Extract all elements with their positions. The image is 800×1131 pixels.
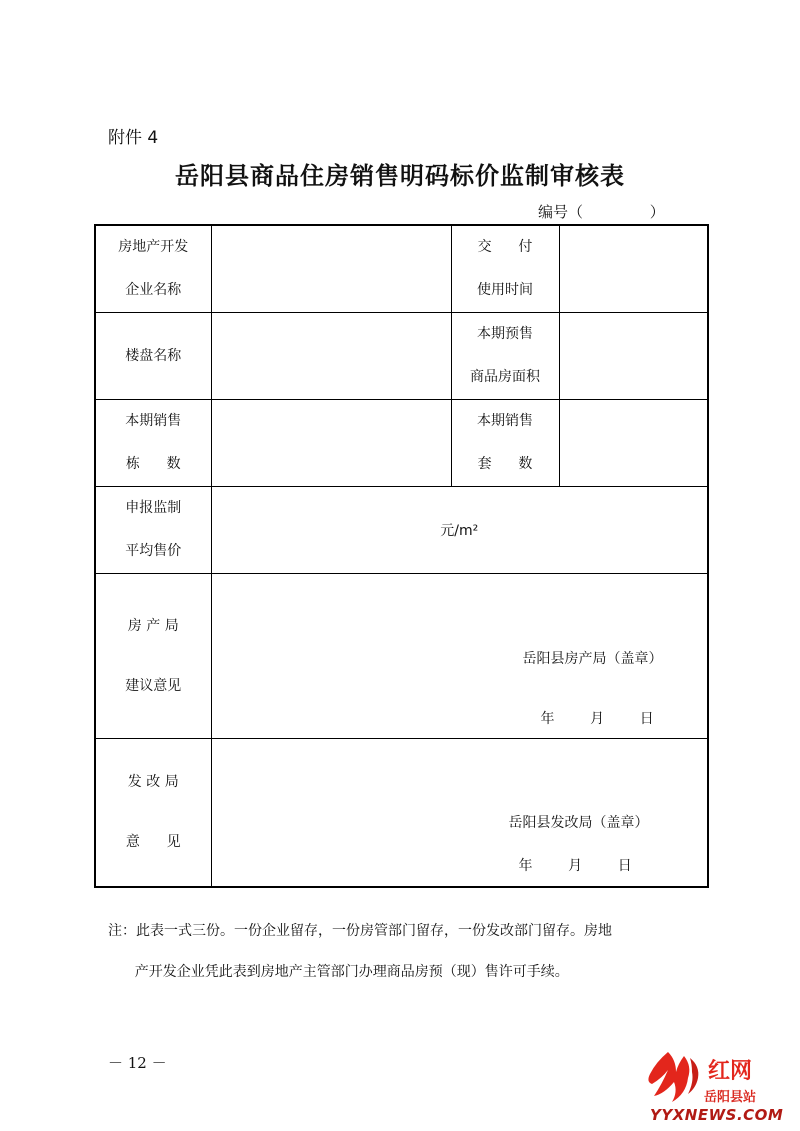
- dev-reform-bureau-stamp: 岳阳县发改局（盖章）: [508, 815, 649, 831]
- buildings-count-field[interactable]: [211, 400, 451, 487]
- attachment-label: 附件 4: [108, 128, 159, 148]
- units-count-field[interactable]: [559, 400, 708, 487]
- housing-bureau-label: 房 产 局 建议意见: [95, 574, 211, 739]
- presale-area-label: 本期预售 商品房面积: [451, 313, 559, 400]
- table-row: [95, 313, 708, 400]
- serial-number-label: 编号（ ）: [538, 203, 665, 221]
- housing-bureau-opinion-field[interactable]: [211, 574, 708, 739]
- site-watermark-logo: [638, 1048, 788, 1126]
- delivery-time-label: 交 付 使用时间: [451, 225, 559, 313]
- developer-name-field[interactable]: [211, 225, 451, 313]
- project-name-label: 楼盘名称: [95, 313, 211, 400]
- logo-wordmark: 红网: [708, 1058, 753, 1084]
- dev-reform-bureau-date: 年 月 日: [518, 858, 632, 874]
- presale-area-field[interactable]: [559, 313, 708, 400]
- review-form-table: [94, 224, 709, 888]
- dev-reform-bureau-label: 发 改 局 意 见: [95, 739, 211, 887]
- footnote: [108, 911, 708, 993]
- brush-logo-icon: [638, 1048, 708, 1106]
- table-row: [95, 225, 708, 313]
- table-row: [95, 400, 708, 487]
- dev-reform-bureau-opinion-field[interactable]: [211, 739, 708, 887]
- average-price-label: 申报监制 平均售价: [95, 487, 211, 574]
- buildings-count-label: 本期销售 栋 数: [95, 400, 211, 487]
- units-count-label: 本期销售 套 数: [451, 400, 559, 487]
- average-price-field[interactable]: [211, 487, 708, 574]
- table-row: [95, 487, 708, 574]
- price-unit: 元/m²: [440, 523, 479, 539]
- project-name-field[interactable]: [211, 313, 451, 400]
- delivery-time-field[interactable]: [559, 225, 708, 313]
- housing-bureau-date: 年 月 日: [540, 711, 654, 727]
- logo-url: YYXNEWS.COM: [650, 1106, 784, 1124]
- table-row: [95, 574, 708, 739]
- developer-name-label: 房地产开发 企业名称: [95, 225, 211, 313]
- housing-bureau-stamp: 岳阳县房产局（盖章）: [522, 651, 663, 667]
- table-row: [95, 739, 708, 887]
- logo-site-name: 岳阳县站: [704, 1090, 757, 1105]
- footnote-line: 注：此表一式三份。一份企业留存，一份房管部门留存，一份发改部门留存。房地: [108, 923, 612, 939]
- document-title: 岳阳县商品住房销售明码标价监制审核表: [175, 162, 625, 190]
- page-number: － 12 －: [108, 1054, 167, 1072]
- footnote-line: 产开发企业凭此表到房地产主管部门办理商品房预（现）售许可手续。: [108, 964, 569, 980]
